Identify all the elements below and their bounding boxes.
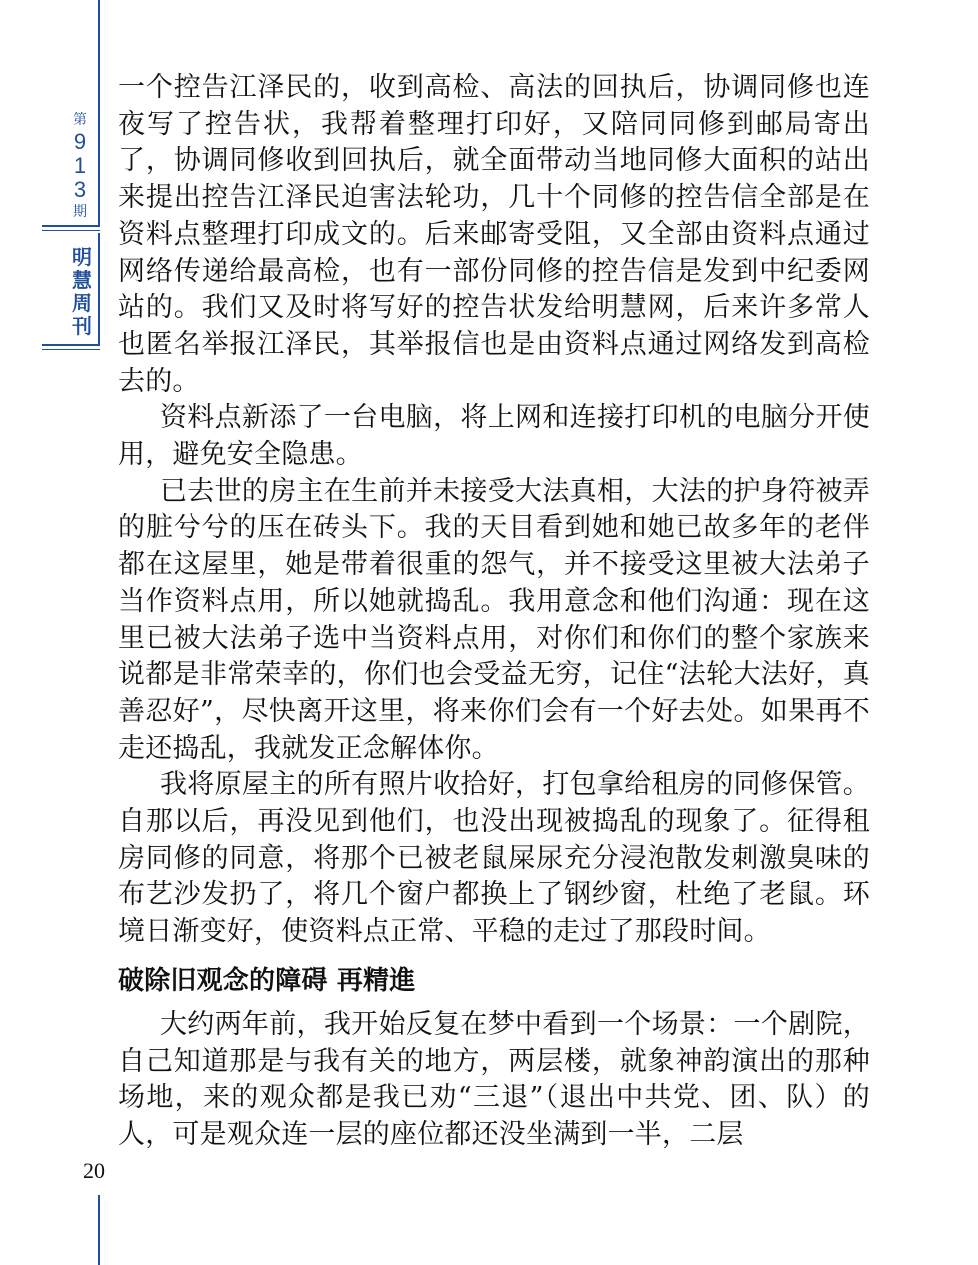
magazine-title-char: 刊 [72, 314, 92, 338]
paragraph: 已去世的房主在生前并未接受大法真相，大法的护身符被弄的脏兮兮的压在砖头下。我的天目看到她和她已故多年的老伴都在这屋里，她是带着很重的怨气，并不接受这里被大法弟子当作资料点用，所以她就捣乱。我用意念和他们沟通：现在这里已被大法弟子选中当资料点用，对你们和你们的整个家族来说都是非常荣幸的，你们也会受益无穷，记住“法轮大法好，真善忍好”，尽快离开这里，将来你们会有一个好去处。如果再不走还捣乱，我就发正念解体你。 [118, 475, 870, 764]
issue-digit: 9 [73, 129, 87, 154]
paragraph: 一个控告江泽民的，收到高检、高法的回执后，协调同修也连夜写了控告状，我帮着整理打印好，又陪同同修到邮局寄出了，协调同修收到回执后，就全面带动当地同修大面积的站出来提出控告江泽民迫害法轮功，几十个同修的控告信全部是在资料点整理打印成文的。后来邮寄受阻，又全部由资料点通过网络传递给最高检，也有一部份同修的控告信是发到中纪委网站的。我们又及时将写好的控告状发给明慧网，后来许多常人也匿名举报江泽民，其举报信也是由资料点通过网络发到高检去的。 [118, 72, 870, 397]
issue-digit: 3 [73, 177, 87, 202]
sidebar-rule [98, 1195, 100, 1265]
issue-suffix: 期 [73, 204, 87, 220]
paragraph: 大约两年前，我开始反复在梦中看到一个场景：一个剧院，自己知道那是与我有关的地方，两层楼，就象神韵演出的那种场地，来的观众都是我已劝“三退”（退出中共党、团、队）的人，可是观众连一层的座位都还没坐满到一半，二层 [118, 1008, 870, 1150]
magazine-title-char: 周 [72, 291, 92, 315]
issue-prefix: 第 [73, 112, 87, 128]
magazine-title [66, 246, 98, 338]
magazine-title-char: 慧 [72, 268, 92, 292]
issue-digit: 1 [73, 153, 87, 178]
paragraph: 资料点新添了一台电脑，将上网和连接打印机的电脑分开使用，避免安全隐患。 [118, 402, 870, 471]
paragraph: 我将原屋主的所有照片收拾好，打包拿给租房的同修保管。自那以后，再没见到他们，也没出现被捣乱的现象了。征得租房同修的同意，将那个已被老鼠屎尿充分浸泡散发刺激臭味的布艺沙发扔了，将几个窗户都换上了钢纱窗，杜绝了老鼠。环境日渐变好，使资料点正常、平稳的走过了那段时间。 [118, 769, 870, 948]
page-number: 20 [83, 1158, 105, 1183]
section-heading: 破除旧观念的障碍 再精進 [118, 965, 416, 996]
article-body [118, 70, 870, 1154]
magazine-title-char: 明 [72, 245, 92, 269]
issue-number [60, 110, 100, 222]
